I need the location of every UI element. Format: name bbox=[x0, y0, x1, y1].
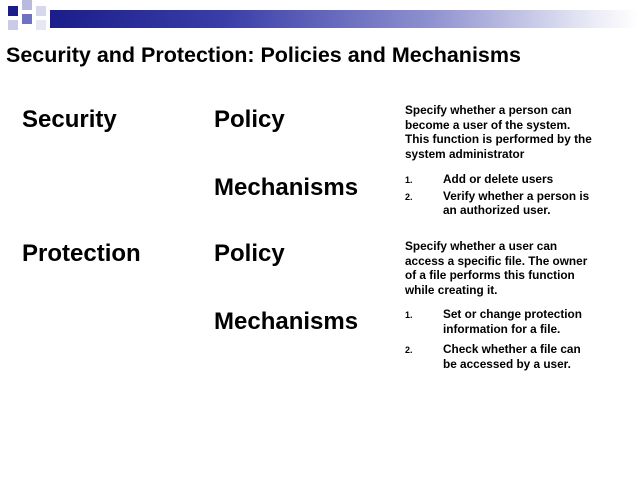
protection-label: Protection bbox=[22, 240, 141, 267]
slide-title: Security and Protection: Policies and Mechanisms bbox=[6, 43, 521, 67]
list-number: 1. bbox=[405, 310, 413, 320]
list-item bbox=[405, 189, 605, 218]
list-number: 2. bbox=[405, 345, 413, 355]
list-text: Check whether a file can be accessed by a user. bbox=[443, 342, 581, 371]
protection-policy-text: Specify whether a user can access a specific file. The owner of a file performs this function while creating it. bbox=[405, 239, 588, 297]
protection-mechanisms-list bbox=[405, 307, 605, 373]
list-text: Set or change protection information for a file. bbox=[443, 307, 582, 336]
corner-square-mid bbox=[22, 14, 32, 24]
security-mechanisms-list bbox=[405, 172, 605, 220]
list-item bbox=[405, 307, 605, 336]
protection-policy-label: Policy bbox=[214, 240, 285, 267]
corner-square-light-2 bbox=[8, 20, 18, 30]
security-mechanisms-label: Mechanisms bbox=[214, 174, 359, 201]
corner-square-faint bbox=[36, 20, 46, 30]
list-text: Add or delete users bbox=[443, 172, 554, 186]
list-number: 2. bbox=[405, 191, 413, 202]
list-text: Verify whether a person is an authorized user. bbox=[443, 188, 590, 217]
corner-square-pale bbox=[36, 6, 46, 16]
security-label: Security bbox=[22, 106, 117, 133]
protection-mechanisms-label: Mechanisms bbox=[214, 308, 359, 335]
list-item bbox=[405, 342, 605, 371]
corner-square-light bbox=[22, 0, 32, 10]
list-number: 1. bbox=[405, 175, 413, 185]
list-item bbox=[405, 172, 605, 187]
security-policy-text: Specify whether a person can become a user of the system. This function is performed by the system administrator bbox=[405, 103, 592, 161]
corner-square-dark bbox=[8, 6, 18, 16]
security-policy-label: Policy bbox=[214, 106, 285, 133]
header-gradient-bar bbox=[50, 10, 638, 28]
